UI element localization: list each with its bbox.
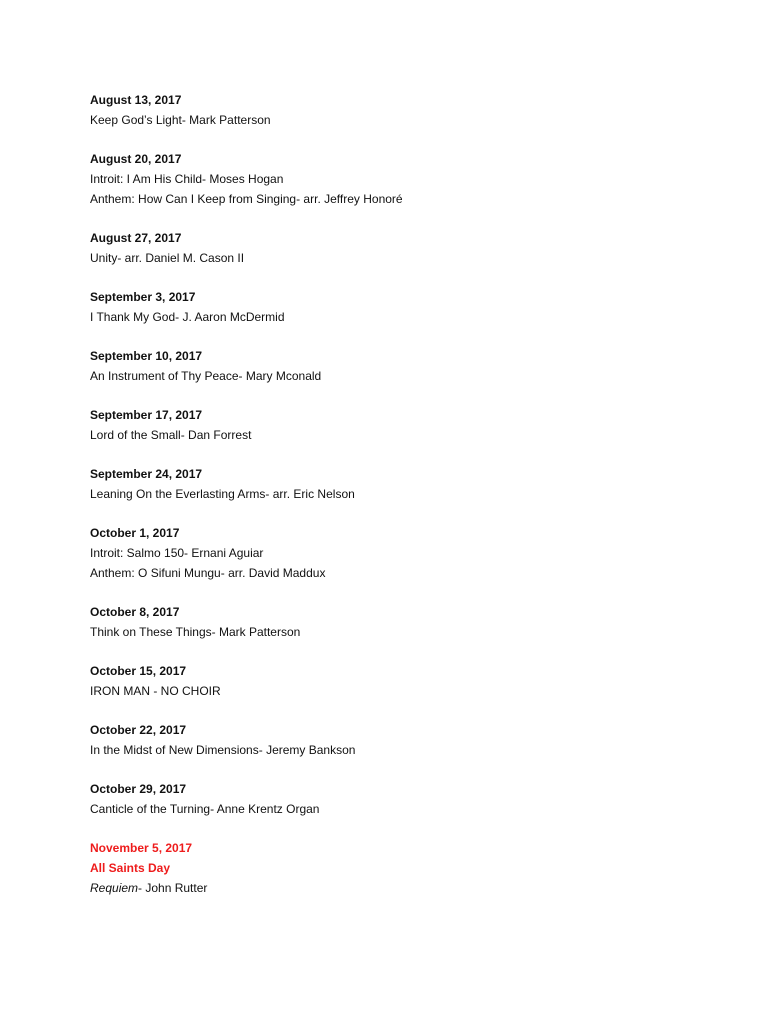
schedule-entry (90, 661, 710, 701)
schedule-entry (90, 90, 710, 130)
entry-line: Canticle of the Turning- Anne Krentz Organ (90, 802, 320, 816)
entry-line: An Instrument of Thy Peace- Mary Mconald (90, 369, 322, 383)
schedule-entry (90, 602, 710, 642)
schedule-entry (90, 720, 710, 760)
entry-line: Introit: Salmo 150- Ernani Aguiar (90, 546, 264, 560)
entry-date: October 15, 2017 (90, 664, 187, 678)
entry-line: Think on These Things- Mark Patterson (90, 625, 301, 639)
schedule-entry (90, 779, 710, 819)
entry-date: October 22, 2017 (90, 723, 187, 737)
schedule-entry (90, 228, 710, 268)
special-work-line (90, 878, 710, 898)
special-occasion: All Saints Day (90, 861, 171, 875)
entry-line: Introit: I Am His Child- Moses Hogan (90, 172, 284, 186)
special-entry (90, 838, 710, 898)
document-page (90, 90, 710, 917)
special-date: November 5, 2017 (90, 841, 193, 855)
entry-line: Lord of the Small- Dan Forrest (90, 428, 252, 442)
schedule-entry (90, 346, 710, 386)
entry-date: September 10, 2017 (90, 349, 203, 363)
entry-date: October 1, 2017 (90, 526, 180, 540)
entry-line: In the Midst of New Dimensions- Jeremy Bankson (90, 743, 356, 757)
entry-date: August 20, 2017 (90, 152, 182, 166)
entry-date: August 27, 2017 (90, 231, 182, 245)
schedule-entry (90, 287, 710, 327)
entry-line: Anthem: How Can I Keep from Singing- arr. Jeffrey Honoré (90, 192, 403, 206)
schedule-entry (90, 523, 710, 583)
schedule-entry (90, 405, 710, 445)
entry-date: October 8, 2017 (90, 605, 180, 619)
work-composer: - John Rutter (138, 881, 208, 895)
entry-line: Anthem: O Sifuni Mungu- arr. David Maddux (90, 566, 326, 580)
entry-date: September 3, 2017 (90, 290, 196, 304)
entry-date: September 24, 2017 (90, 467, 203, 481)
entry-date: August 13, 2017 (90, 93, 182, 107)
entry-line: Leaning On the Everlasting Arms- arr. Eric Nelson (90, 487, 355, 501)
entry-date: September 17, 2017 (90, 408, 203, 422)
schedule-entry (90, 149, 710, 209)
entry-line: IRON MAN - NO CHOIR (90, 684, 221, 698)
work-title: Requiem (90, 881, 139, 895)
schedule-entry (90, 464, 710, 504)
entry-line: Keep God’s Light- Mark Patterson (90, 113, 271, 127)
entry-date: October 29, 2017 (90, 782, 187, 796)
entry-line: I Thank My God- J. Aaron McDermid (90, 310, 285, 324)
entry-line: Unity- arr. Daniel M. Cason II (90, 251, 245, 265)
